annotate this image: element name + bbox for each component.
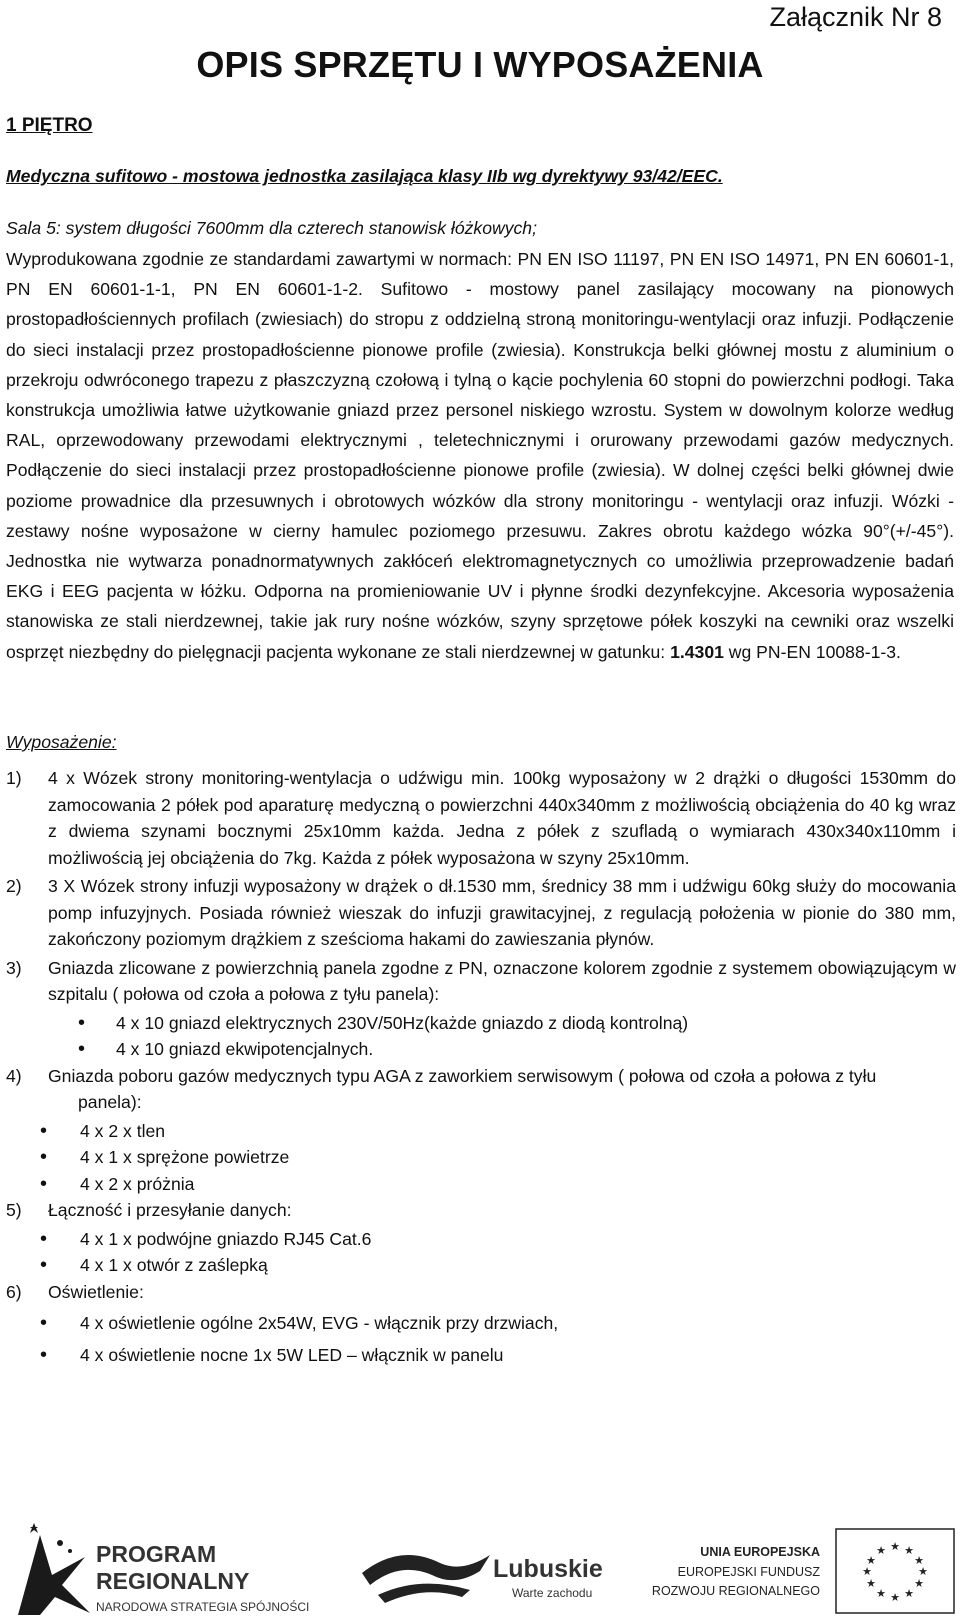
equipment-heading: Wyposażenie:	[6, 732, 117, 752]
item-number: 5)	[6, 1200, 22, 1220]
annex-label: Załącznik Nr 8	[769, 2, 942, 32]
eu-flag-icon	[836, 1529, 954, 1613]
svg-text:★: ★	[918, 1565, 928, 1578]
bullet-item: • 4 x 1 x sprężone powietrze	[6, 1144, 956, 1171]
program-line2: REGIONALNY	[96, 1568, 250, 1594]
program-sub: NARODOWA STRATEGIA SPÓJNOŚCI	[96, 1600, 310, 1614]
lubuskie-logo	[362, 1555, 603, 1603]
svg-text:★: ★	[914, 1554, 924, 1567]
list-item	[6, 955, 956, 1008]
paragraph-text: Wyprodukowana zgodnie ze standardami zawartymi w normach: PN EN ISO 11197, PN EN ISO 14971, PN EN 60601-1, PN EN 60601-1-1, PN EN 60601-1-2. Sufitowo - mostowy panel zasilający mocowany na pionowych prostopadłościennych profilach (zwiesiach) do stropu z oddzielną stroną monitoringu-wentylacji oraz infuzji. Podłączenie do sieci instalacji przez prostopadłościenne pionowe profile (zwiesia). Konstrukcja belki głównej mostu z aluminium o przekroju odwróconego trapezu z płaszczyzną czołową i tylną o kącie pochylenia 60 stopni do powierzchni podłogi. Taka konstrukcja umożliwia łatwe użytkowanie gniazd przez personel niskiego wzrostu. System w dowolnym kolorze według RAL, oprzewodowany przewodami elektrycznymi , teletechnicznymi i orurowany przewodami gazów medycznych. Podłączenie do sieci instalacji przez prostopadłościenne pionowe profile (zwiesia). W dolnej części belki głównej dwie poziome prowadnice dla przesuwnych i obrotowych wózków dla strony monitoringu - wentylacji oraz infuzji. Wózki - zestawy nośne wyposażone w cierny hamulec poziomego przesuwu. Zakres obrotu każdego wózka 90°(+/-45°). Jednostka nie wytwarza ponadnormatywnych zakłóceń elektromagnetycznych co umożliwia przeprowadzenie badań EKG i EEG pacjenta w łóżku. Odporna na promieniowanie UV i płynne środki dezynfekcyjne. Akcesoria wyposażenia stanowiska ze stali nierdzewnej, takie jak rury nośne wózków, szyny sprzętowe półek koszyki na cewniki oraz wszelki osprzęt niezbędny do pielęgnacji pacjenta wykonane ze stali nierdzewnej w gatunku:	[6, 249, 954, 662]
footer-logo-strip	[0, 1515, 960, 1617]
lighting-bullets	[6, 1307, 956, 1371]
eu-line1: UNIA EUROPEJSKA	[700, 1545, 820, 1559]
svg-text:★: ★	[866, 1554, 876, 1567]
list-item	[6, 765, 956, 871]
item-text: 4 x Wózek strony monitoring-wentylacja o udźwigu min. 100kg wyposażony w 2 drążki o długości 1530mm do zamocowania 2 półek pod aparaturę medyczną o powierzchni 440x340mm z możliwością obciążenia do 40 kg wraz z dwiema szynami bocznymi 25x10mm każda. Jedna z półek z szufladą o wymiarach 430x340x110mm i możliwością jej obciążenia do 7kg. Każda z półek wyposażona w szyny 25x10mm.	[48, 768, 956, 868]
item-number: 6)	[6, 1281, 22, 1302]
device-heading: Medyczna sufitowo - mostowa jednostka zasilająca klasy IIb wg dyrektywy 93/42/EEC.	[6, 166, 723, 186]
document-title: OPIS SPRZĘTU I WYPOSAŻENIA	[196, 44, 764, 85]
description-paragraph	[6, 244, 954, 667]
list-item	[6, 1279, 956, 1306]
bullet-item: • 4 x oświetlenie ogólne 2x54W, EVG - włącznik przy drzwiach,	[6, 1307, 956, 1339]
bullet-item: • 4 x 1 x otwór z zaślepką	[6, 1252, 956, 1279]
bullet-item: • 4 x 10 gniazd elektrycznych 230V/50Hz(każde gniazdo z diodą kontrolną)	[6, 1010, 956, 1037]
svg-text:★: ★	[876, 1544, 886, 1557]
item-text: Gniazda poboru gazów medycznych typu AGA z zaworkiem serwisowym ( połowa od czoła a połowa z tyłu	[48, 1065, 877, 1086]
data-bullets	[6, 1226, 956, 1279]
svg-text:★: ★	[890, 1591, 900, 1604]
floor-heading: 1 PIĘTRO	[6, 115, 93, 136]
socket-bullets	[6, 1010, 956, 1063]
svg-text:★: ★	[866, 1577, 876, 1590]
svg-text:★: ★	[890, 1540, 900, 1553]
item-text-continued: panela):	[78, 1092, 142, 1112]
bullet-item: • 4 x 2 x tlen	[6, 1118, 956, 1145]
footer-logos	[0, 1515, 960, 1617]
item-text: 3 X Wózek strony infuzji wyposażony w drążek o dł.1530 mm, średnicy 38 mm i udźwigu 60kg służy do mocowania pomp infuzyjnych. Posiada również wieszak do infuzji grawitacyjnej, z regulacją położenia w pionie do 380 mm, zakończony poziomym drążkiem z sześcioma hakami do zawieszania płynów.	[48, 876, 956, 949]
lubuskie-sub: Warte zachodu	[512, 1586, 593, 1600]
item-text: Gniazda zlicowane z powierzchnią panela zgodne z PN, oznaczone kolorem zgodnie z systemem obowiązującym w szpitalu ( połowa od czoła a połowa z tyłu panela):	[48, 957, 956, 1004]
bullet-item: • 4 x 2 x próżnia	[6, 1171, 956, 1198]
gas-bullets	[6, 1118, 956, 1198]
svg-text:★: ★	[862, 1565, 872, 1578]
eu-line2: EUROPEJSKI FUNDUSZ	[677, 1565, 820, 1579]
list-item	[6, 1197, 956, 1224]
item-number: 1)	[6, 768, 22, 788]
eu-text-block	[652, 1545, 820, 1598]
lubuskie-text: Lubuskie	[493, 1555, 603, 1583]
item-number: 4)	[6, 1065, 22, 1086]
list-item	[6, 1063, 956, 1116]
svg-text:★: ★	[904, 1587, 914, 1600]
svg-text:★: ★	[904, 1544, 914, 1557]
item-number: 2)	[6, 876, 22, 896]
program-line1: PROGRAM	[96, 1541, 217, 1567]
bullet-item: • 4 x 10 gniazd ekwipotencjalnych.	[6, 1036, 956, 1063]
bullet-item: • 4 x 1 x podwójne gniazdo RJ45 Cat.6	[6, 1226, 956, 1253]
paragraph-tail: wg PN-EN 10088-1-3.	[723, 641, 901, 662]
item-number: 3)	[6, 957, 22, 978]
bullet-item: • 4 x oświetlenie nocne 1x 5W LED – włącznik w panelu	[6, 1339, 956, 1371]
item-text: Oświetlenie:	[48, 1281, 144, 1302]
svg-text:★: ★	[914, 1577, 924, 1590]
list-item	[6, 873, 956, 953]
eu-line3: ROZWOJU REGIONALNEGO	[651, 1584, 820, 1598]
room-line: Sala 5: system długości 7600mm dla czterech stanowisk łóżkowych;	[6, 218, 537, 238]
equipment-list	[6, 765, 956, 1371]
program-regionalny-logo	[18, 1523, 309, 1615]
svg-text:★: ★	[876, 1587, 886, 1600]
item-text: Łączność i przesyłanie danych:	[48, 1200, 292, 1220]
steel-grade: 1.4301	[670, 641, 724, 662]
